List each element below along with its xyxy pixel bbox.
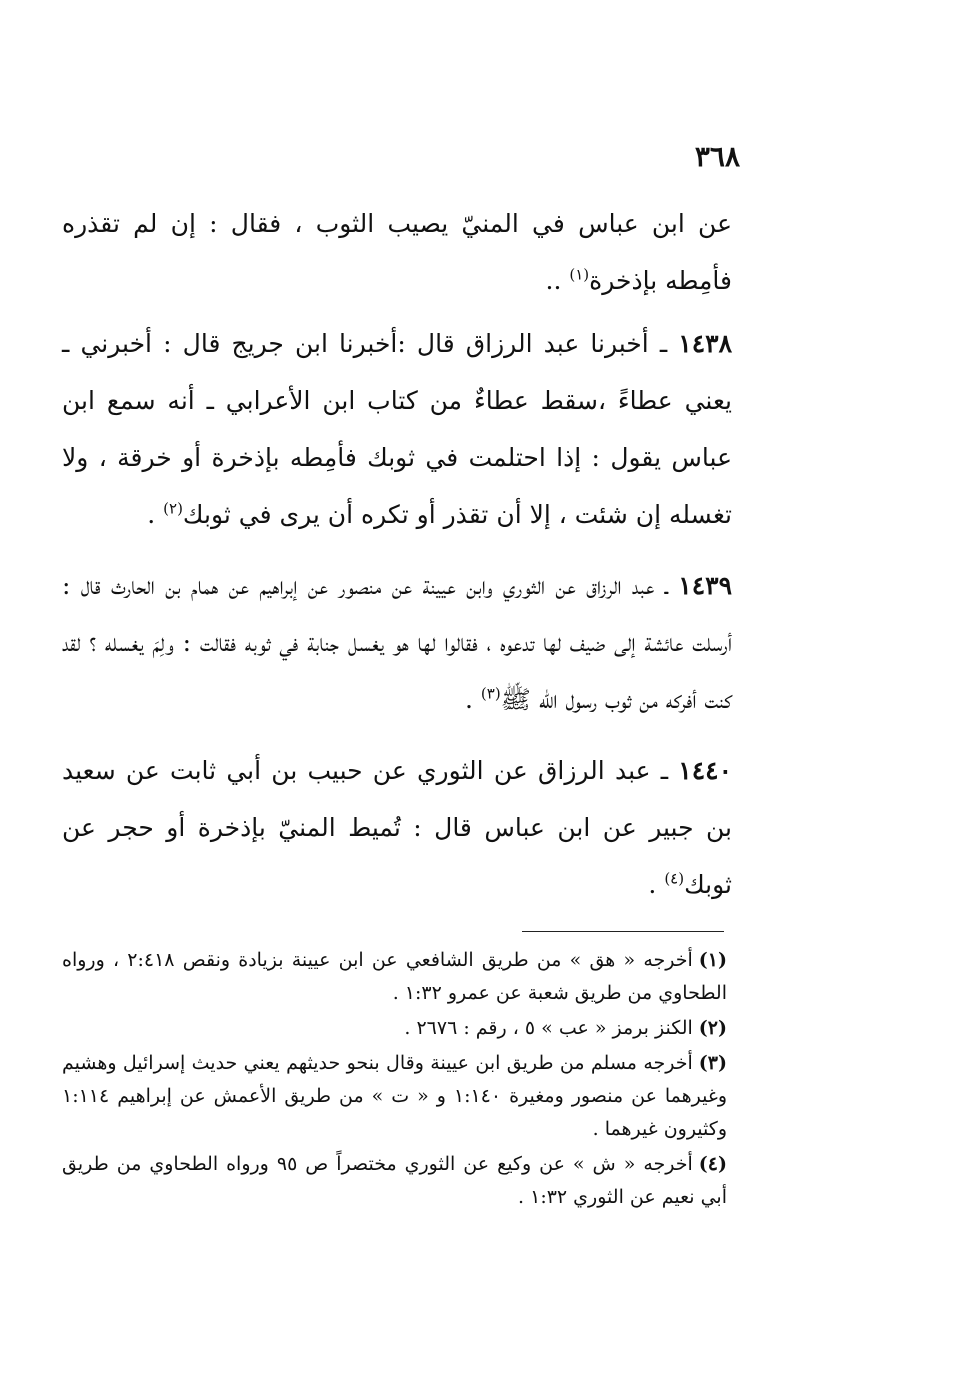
paragraph-tail: .: [147, 500, 164, 529]
footnote-number: (١): [698, 949, 727, 971]
paragraph-1439: [62, 557, 732, 728]
paragraph-tail: .: [648, 870, 665, 899]
paragraph-1440: [62, 742, 732, 913]
hadith-number: ١٤٤٠: [678, 756, 732, 785]
paragraph-text: ـ أخبرنا عبد الرزاق قال :أخبرنا ابن جريج قال : أخبرني ـ يعني عطاءً ،سقط عطاءٌ من كتاب ابن الأعرابي ـ أنه سمع ابن عباس يقول : إذا احتلمت في ثوبك فأمِطه بإذخرة أو خرقة ، ولا تغسله إن شئت ، إلا أن تقذر أو تكره أن يرى في ثوبك: [62, 329, 732, 529]
paragraph-text: ـ عبد الرزاق عن الثوري عن حبيب بن أبي ثابت عن سعيد بن جبير عن ابن عباس قال : تُميط المنيّ بإذخرة أو حجر عن ثوبك: [62, 756, 732, 899]
paragraph-intro: [62, 195, 732, 309]
footnote-text: أخرجه مسلم من طريق ابن عيينة وقال بنحو حديثهم يعني حديث إسرائيل وهشيم وغيرهما عن منصور ومغيرة ١:١٤٠ و « ت » من طريق الأعمش عن إبراهيم ١:١١٤ وكثيرون غيرهما .: [62, 1052, 727, 1140]
footnote-number: (٢): [698, 1017, 727, 1039]
hadith-number: ١٤٣٨: [678, 329, 732, 358]
footnote-divider: [522, 931, 724, 932]
footnote-marker: (٤): [664, 869, 685, 888]
footnote-1: [62, 944, 727, 1010]
hadith-number: ١٤٣٩: [678, 571, 732, 600]
footnote-2: [62, 1012, 727, 1045]
footnote-4: [62, 1148, 727, 1214]
footnotes: [62, 944, 727, 1216]
main-text: [62, 195, 732, 927]
page-number: ٣٦٨: [694, 140, 740, 173]
paragraph-text: ـ عبد الرزاق عن الثوري وابن عيينة عن منصور عن إبراهيم عن همام بن الحارث قال : أرسلت عائشة إلى ضيف لها تدعوه ، فقالوا لها هو يغسل جنابة في ثوبه فقالت : ولِمَ يغسله ؟ لقد كنت أفركه من ثوب رسول الله ﷺ: [62, 571, 732, 714]
paragraph-tail: .: [464, 685, 481, 714]
footnote-marker: (١): [569, 265, 590, 284]
paragraph-tail: ..: [545, 266, 570, 295]
footnote-text: أخرجه « ش » عن وكيع عن الثوري مختصراً ص ٩٥ ورواه الطحاوي من طريق أبي نعيم عن الثوري ١:٣٢ .: [62, 1153, 727, 1208]
footnote-3: [62, 1047, 727, 1146]
paragraph-text: عن ابن عباس في المنيّ يصيب الثوب ، فقال : إن لم تقذره فأمِطه بإذخرة: [62, 209, 732, 295]
footnote-text: الكنز برمز « عب » ٥ ، رقم : ٢٦٧٦ .: [404, 1017, 693, 1039]
footnote-number: (٤): [698, 1153, 727, 1175]
footnote-number: (٣): [698, 1052, 727, 1074]
footnote-marker: (٣): [480, 684, 501, 703]
paragraph-1438: [62, 315, 732, 543]
footnote-marker: (٢): [163, 499, 183, 518]
footnote-text: أخرجه « هق » من طريق الشافعي عن ابن عيينة بزيادة ونقص ٢:٤١٨ ، ورواه الطحاوي من طريق شعبة عن عمرو ١:٣٢ .: [62, 949, 727, 1004]
